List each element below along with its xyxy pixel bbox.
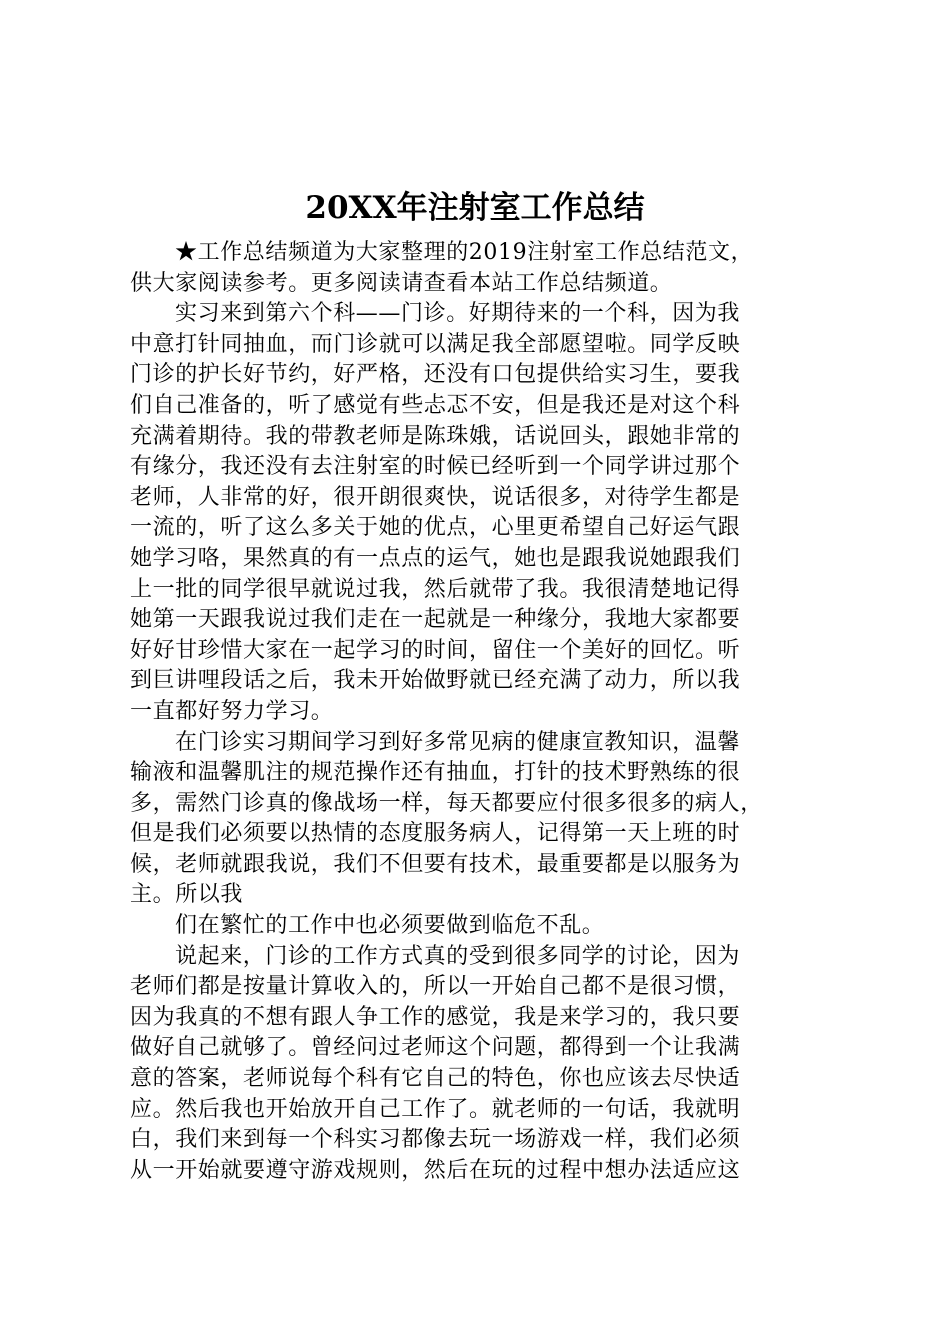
document-body bbox=[130, 238, 830, 1186]
body-line: 候，老师就跟我说，我们不但要有技术，最重要都是以服务为 bbox=[130, 851, 741, 877]
body-line: 主。所以我 bbox=[130, 882, 244, 908]
body-line: 从一开始就要遵守游戏规则，然后在玩的过程中想办法适应这 bbox=[130, 1157, 741, 1183]
body-line: 中意打针同抽血，而门诊就可以满足我全部愿望啦。同学反映 bbox=[130, 331, 741, 357]
body-line: 有缘分，我还没有去注射室的时候已经听到一个同学讲过那个 bbox=[130, 454, 741, 480]
body-line: 实习来到第六个科——门诊。好期待来的一个科，因为我 bbox=[175, 301, 741, 327]
body-line: 她学习咯，果然真的有一点点的运气，她也是跟我说她跟我们 bbox=[130, 545, 741, 571]
body-line: 说起来，门诊的工作方式真的受到很多同学的讨论，因为 bbox=[175, 943, 741, 969]
body-line: 应。然后我也开始放开自己工作了。就老师的一句话，我就明 bbox=[130, 1096, 741, 1122]
body-line: 充满着期待。我的带教老师是陈珠娥，话说回头，跟她非常的 bbox=[130, 423, 741, 449]
body-line: ★工作总结频道为大家整理的2019注射室工作总结范文， bbox=[175, 240, 754, 265]
body-line: 老师，人非常的好，很开朗很爽快，说话很多，对待学生都是 bbox=[130, 484, 741, 510]
body-line: 一流的，听了这么多关于她的优点，心里更希望自己好运气跟 bbox=[130, 515, 741, 541]
body-line: 但是我们必须要以热情的态度服务病人，记得第一天上班的时 bbox=[130, 821, 741, 847]
body-line: 们自己准备的，听了感觉有些忐忑不安，但是我还是对这个科 bbox=[130, 392, 741, 418]
body-line: 上一批的同学很早就说过我，然后就带了我。我很清楚地记得 bbox=[130, 576, 741, 602]
body-line: 一直都好努力学习。 bbox=[130, 698, 334, 724]
body-line: 好好甘珍惜大家在一起学习的时间，留住一个美好的回忆。听 bbox=[130, 637, 741, 663]
body-line: 意的答案，老师说每个科有它自己的特色，你也应该去尽快适 bbox=[130, 1066, 741, 1092]
body-line: 多，需然门诊真的像战场一样，每天都要应付很多很多的病人， bbox=[130, 790, 763, 816]
document-title: 20XX年注射室工作总结 bbox=[305, 190, 645, 226]
body-line: 门诊的护长好节约，好严格，还没有口包提供给实习生，要我 bbox=[130, 362, 741, 388]
body-line: 白，我们来到每一个科实习都像去玩一场游戏一样，我们必须 bbox=[130, 1127, 741, 1153]
body-line: 做好自己就够了。曾经问过老师这个问题，都得到一个让我满 bbox=[130, 1035, 741, 1061]
body-line: 输液和温馨肌注的规范操作还有抽血，打针的技术野熟练的很 bbox=[130, 760, 741, 786]
body-line: 到巨讲哩段话之后，我未开始做野就已经充满了动力，所以我 bbox=[130, 668, 741, 694]
body-line: 老师们都是按量计算收入的，所以一开始自己都不是很习惯， bbox=[130, 974, 741, 1000]
body-line: 供大家阅读参考。更多阅读请查看本站工作总结频道。 bbox=[130, 270, 673, 296]
body-line: 们在繁忙的工作中也必须要做到临危不乱。 bbox=[175, 913, 605, 939]
body-line: 她第一天跟我说过我们走在一起就是一种缘分，我地大家都要 bbox=[130, 607, 741, 633]
body-line: 在门诊实习期间学习到好多常见病的健康宣教知识，温馨 bbox=[175, 729, 741, 755]
body-line: 因为我真的不想有跟人争工作的感觉，我是来学习的，我只要 bbox=[130, 1004, 741, 1030]
